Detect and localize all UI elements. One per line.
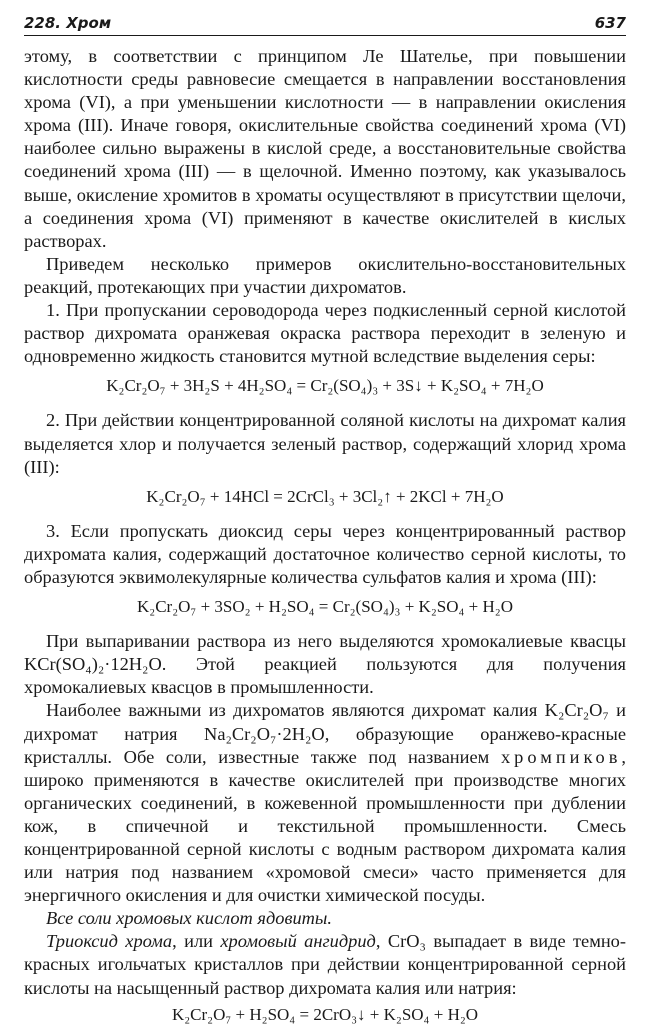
paragraph-chromium-trioxide — [24, 930, 626, 999]
paragraph-example-2: 2. При действии концентрированной соляной кислоты на дихромат калия выделяется хлор и получается зеленый раствор, содержащий хлорид хрома (III): — [24, 410, 626, 477]
term-khrompiki: хромпиков — [500, 746, 622, 767]
paragraph-examples-intro: Приведем несколько примеров окислительно-восстановительных реакций, протекающих при участии дихроматов. — [24, 253, 626, 297]
equation-1: K₂Cr₂O₇ + 3H₂S + 4H₂SO₄ = Cr₂(SO₄)₃ + 3S↓ + K₂SO₄ + 7H₂O — [106, 376, 544, 396]
paragraph-example-1: 1. При пропускании сероводорода через подкисленный серной кислотой раствор дихромата оранжевая окраска раствора переходит в зеленую и одновременно жидкость становится мутной вследствие выделения серы: — [24, 300, 626, 367]
paragraph-alum: При выпаривании раствора из него выделяются хромокалиевые квасцы KCr(SO₄)₂·12H₂O. Этой реакцией пользуются для получения хромокалиевых квасцов в промышленности. — [24, 631, 626, 698]
toxicity-note: Все соли хромовых кислот ядовиты. — [46, 908, 332, 929]
trioxide-connector: , или — [172, 931, 221, 952]
equation-2: K₂Cr₂O₇ + 14HCl = 2CrCl₃ + 3Cl₂↑ + 2KCl + 7H₂O — [146, 486, 504, 506]
term-chromic-anhydride: хромовый ангидрид — [220, 931, 376, 952]
section-title: 228. Хром — [24, 14, 112, 32]
trioxide-text: , CrO₃ выпадает в виде темно-красных игольчатых кристаллов при действии концентрированной серной кислоты на насыщенный раствор дихромата калия или натрия: — [24, 931, 626, 998]
term-chromium-trioxide: Триоксид хрома — [46, 931, 173, 952]
running-header — [24, 14, 626, 36]
paragraph-example-3: 3. Если пропускать диоксид серы через концентрированный раствор дихромата калия, содержащий достаточное количество серной кислоты, то образуются эквимолекулярные количества сульфатов калия и хрома (III): — [24, 520, 626, 587]
equation-3: K₂Cr₂O₇ + 3SO₂ + H₂SO₄ = Cr₂(SO₄)₃ + K₂SO₄ + H₂O — [137, 597, 513, 617]
paragraph-le-chatelier: этому, в соответствии с принципом Ле Шателье, при повышении кислотности среды равновесие смещается в направлении восстановления хрома (VI), а при уменьшении кислотности — в направлении окисления хрома (III). Иначе говоря, окислительные свойства соединений хрома (VI) наиболее сильно выражены в кислой среде, а восстановительные свойства соединений хрома (III) — в щелочной. Именно поэтому, как указывалось выше, окисление хромитов в хроматы осуществляют в присутствии щелочи, а соединения хрома (VI) применяют в качестве окислителей в кислых растворах. — [24, 46, 626, 251]
equation-4: K₂Cr₂O₇ + H₂SO₄ = 2CrO₃↓ + K₂SO₄ + H₂O — [171, 1004, 479, 1024]
paragraph-toxicity — [24, 907, 626, 930]
dichromates-text-a: Наиболее важными из дихроматов являются дихромат калия K₂Cr₂O₇ и дихромат натрия Na₂Cr₂O₇·2H₂O, образующие оранжево-красные кристаллы. Обе соли, известные также под названием — [24, 700, 626, 767]
page-body — [24, 45, 626, 1026]
paragraph-dichromates — [24, 699, 626, 907]
dichromates-text-b: , широко применяются в качестве окислителей при производстве многих органических соединений, в кожевенной промышленности при дублении кож, в спичечной и текстильной промышленности. Смесь концентрированной серной кислоты с водным раствором дихромата калия или натрия под названием «хромовой смеси» часто применяется для энергичного окисления и для очистки химической посуды. — [24, 746, 626, 906]
page-number: 637 — [594, 14, 626, 32]
